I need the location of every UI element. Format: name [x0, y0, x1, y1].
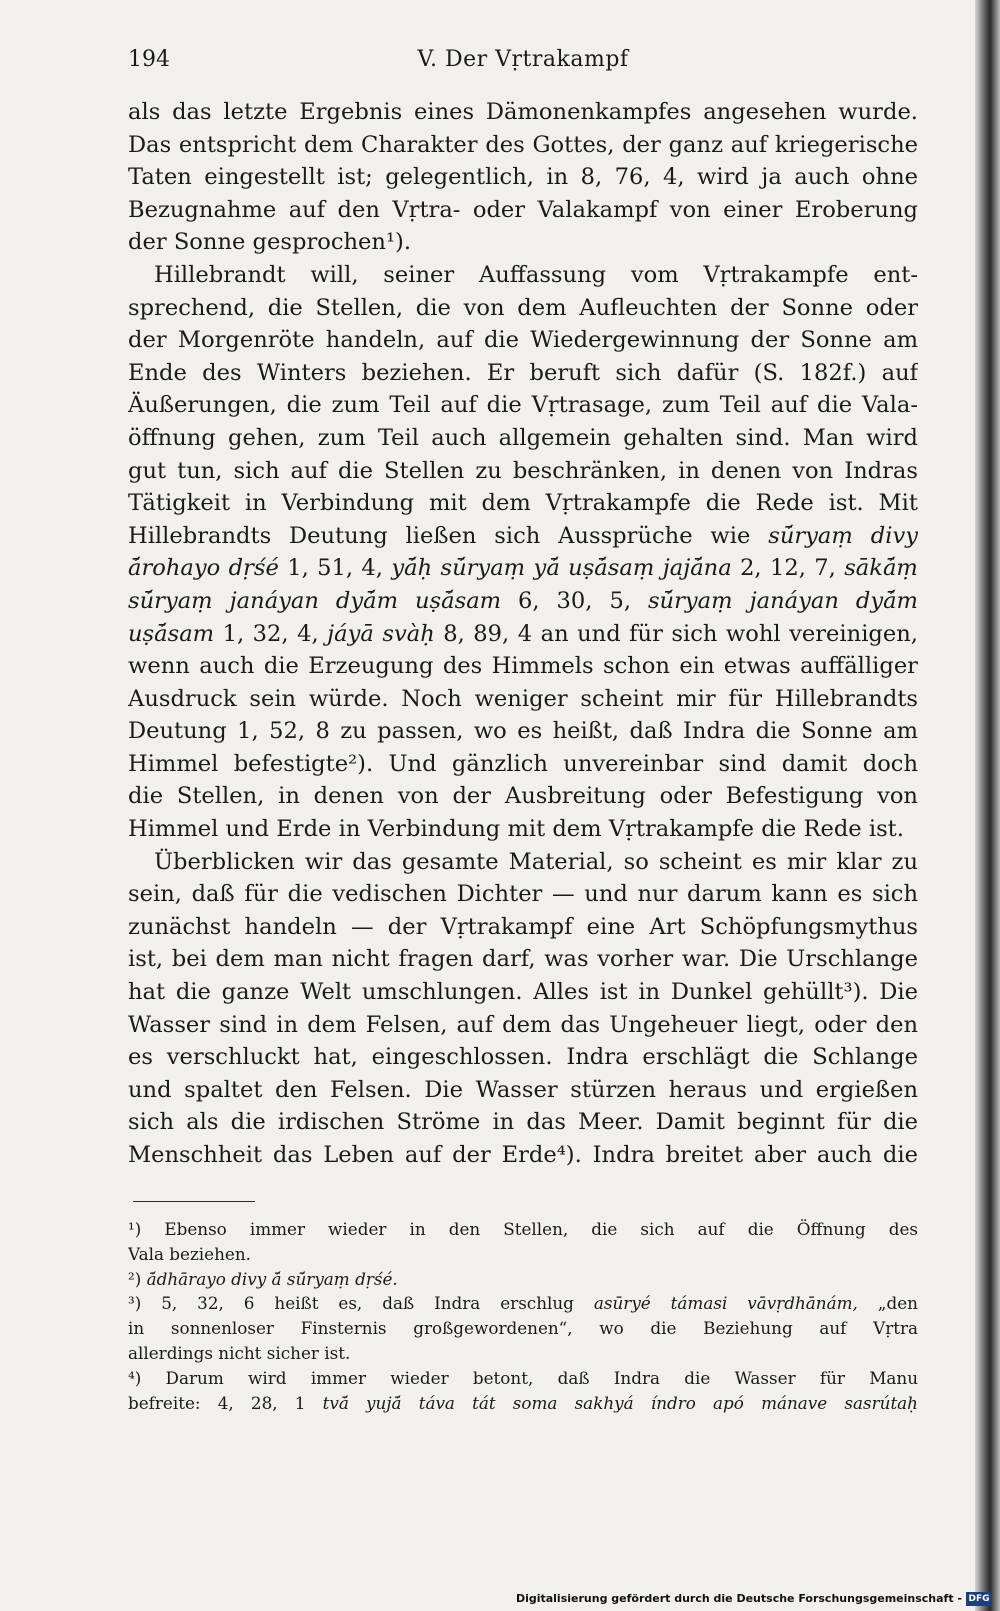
text-line: die Stellen, in denen von der Ausbreitung oder Befestigung von: [128, 783, 918, 810]
text-line: [128, 585, 918, 618]
footnote-line: Vala beziehen.: [128, 1243, 251, 1264]
vedic-quote: sākā́ṃ: [844, 555, 918, 582]
vedic-quote: ā́dhārayo divy ā́ sū́ryaṃ dṛśé.: [146, 1268, 398, 1289]
vedic-quote: asūryé támasi vāvṛdhānám,: [593, 1293, 858, 1314]
vedic-quote: sū́ryaṃ janáyan dyā́m: [647, 587, 918, 614]
vedic-quote: ā́rohayo dṛśé: [128, 555, 279, 582]
footnote-line: [128, 1267, 918, 1292]
text-line: Hillebrandt will, seiner Auffassung vom Vṛtrakampfe ent-: [154, 261, 918, 288]
vedic-quote: sū́ryaṃ janáyan dyā́m uṣā́sam: [128, 587, 502, 614]
verse-reference: 6, 30, 5,: [518, 587, 631, 614]
text-line: Tätigkeit in Verbindung mit dem Vṛtrakampfe die Rede ist. Mit: [128, 490, 918, 517]
footnote-line: ⁴) Darum wird immer wieder betont, daß Indra die Wasser für Manu: [128, 1367, 918, 1388]
text-line: Taten eingestellt ist; gelegentlich, in 8, 76, 4, wird ja auch ohne: [128, 164, 918, 191]
text-line: sprechend, die Stellen, die von dem Aufleuchten der Sonne oder: [128, 294, 918, 321]
text-line: und spaltet den Felsen. Die Wasser stürzen heraus und ergießen: [128, 1076, 918, 1103]
footnote-marker: ²): [128, 1268, 142, 1289]
text-line: Ausdruck sein würde. Noch weniger scheint mir für Hillebrandts: [128, 685, 918, 712]
page-header: [128, 42, 918, 78]
text-line: Menschheit das Leben auf der Erde⁴). Indra breitet aber auch die: [128, 1142, 918, 1168]
text-segment: „den: [877, 1293, 918, 1314]
footnote-line: allerdings nicht sicher ist.: [128, 1342, 351, 1363]
dfg-logo: DFG: [966, 1592, 992, 1606]
footnote-line: ¹) Ebenso immer wieder in den Stellen, die sich auf die Öffnung des: [128, 1219, 918, 1239]
text-segment: Hillebrandts Deutung ließen sich Aussprüche wie: [128, 522, 751, 549]
text-line: Äußerungen, die zum Teil auf die Vṛtrasage, zum Teil auf die Vala-: [128, 392, 918, 419]
text-line: öffnung gehen, zum Teil auch allgemein gehalten sind. Man wird: [128, 424, 918, 451]
digitization-credit: Digitalisierung gefördert durch die Deutsche Forschungsgemeinschaft -: [515, 1592, 962, 1605]
footnote-separator: [133, 1201, 255, 1202]
text-segment: ³) 5, 32, 6 heißt es, daß Indra erschlug: [128, 1293, 574, 1314]
running-title: V. Der Vṛtrakampf: [417, 47, 629, 72]
footnote-line: in sonnenloser Finsternis großgewordenen“, wo die Beziehung auf Vṛtra: [128, 1318, 918, 1339]
verse-reference: 2, 12, 7,: [740, 555, 836, 582]
vedic-quote: uṣā́sam: [128, 620, 215, 647]
text-line: [128, 552, 918, 585]
text-line: Überblicken wir das gesamte Material, so scheint es mir klar zu: [154, 848, 918, 875]
text-line: [128, 618, 918, 651]
text-line: Deutung 1, 52, 8 zu passen, wo es heißt, daß Indra die Sonne am: [128, 718, 918, 745]
footnote-line: [128, 1291, 918, 1316]
text-line: ist, bei dem man nicht fragen darf, was vorher war. Die Urschlange: [128, 946, 918, 973]
footnote-line: [128, 1391, 918, 1416]
vedic-quote: sū́ryaṃ divy: [768, 522, 918, 549]
text-line: es verschluckt hat, eingeschlossen. Indra erschlägt die Schlange: [128, 1044, 918, 1071]
text-line: gut tun, sich auf die Stellen zu beschränken, in denen von Indras: [128, 457, 918, 484]
text-line: der Morgenröte handeln, auf die Wiedergewinnung der Sonne am: [128, 327, 918, 354]
text-line: zunächst handeln — der Vṛtrakampf eine Art Schöpfungsmythus: [128, 913, 918, 940]
text-segment: 8, 89, 4 an und für sich wohl vereinigen,: [443, 620, 918, 647]
text-segment: befreite: 4, 28, 1: [128, 1392, 306, 1413]
text-line: [128, 520, 918, 553]
text-line: Bezugnahme auf den Vṛtra- oder Valakampf von einer Eroberung: [128, 196, 918, 223]
text-line: wenn auch die Erzeugung des Himmels schon ein etwas auffälliger: [128, 653, 918, 680]
page-number: 194: [128, 47, 170, 72]
text-line: Himmel und Erde in Verbindung mit dem Vṛtrakampfe die Rede ist.: [128, 816, 904, 843]
text-line: sein, daß für die vedischen Dichter — und nur darum kann es sich: [128, 881, 918, 908]
text-line: Wasser sind in dem Felsen, auf dem das Ungeheuer liegt, oder den: [128, 1011, 918, 1038]
text-line: der Sonne gesprochen¹).: [128, 229, 412, 256]
text-line: Das entspricht dem Charakter des Gottes, der ganz auf kriegerische: [128, 131, 918, 158]
body-text: [128, 96, 918, 1172]
text-line: hat die ganze Welt umschlungen. Alles ist in Dunkel gehüllt³). Die: [128, 979, 918, 1006]
vedic-quote: jáyā svàḥ: [327, 620, 435, 647]
vedic-quote: yā́ḥ sū́ryaṃ yā́ uṣā́saṃ jajā́na: [391, 555, 732, 582]
text-line: Ende des Winters beziehen. Er beruft sich dafür (S. 182f.) auf: [128, 359, 918, 386]
verse-reference: 1, 32, 4,: [222, 620, 319, 647]
vedic-quote: tvā́ yujā́ táva tát soma sakhyá índro apó mánave sasrútaḥ: [322, 1392, 918, 1413]
text-line: als das letzte Ergebnis eines Dämonenkampfes angesehen wurde.: [128, 99, 918, 125]
text-line: Himmel befestigte²). Und gänzlich unvereinbar sind damit doch: [128, 750, 918, 777]
text-line: sich als die irdischen Ströme in das Meer. Damit beginnt für die: [128, 1109, 918, 1136]
footnotes: [128, 1217, 918, 1415]
page-edge-shadow: [975, 0, 1000, 1611]
verse-reference: 1, 51, 4,: [287, 555, 383, 582]
